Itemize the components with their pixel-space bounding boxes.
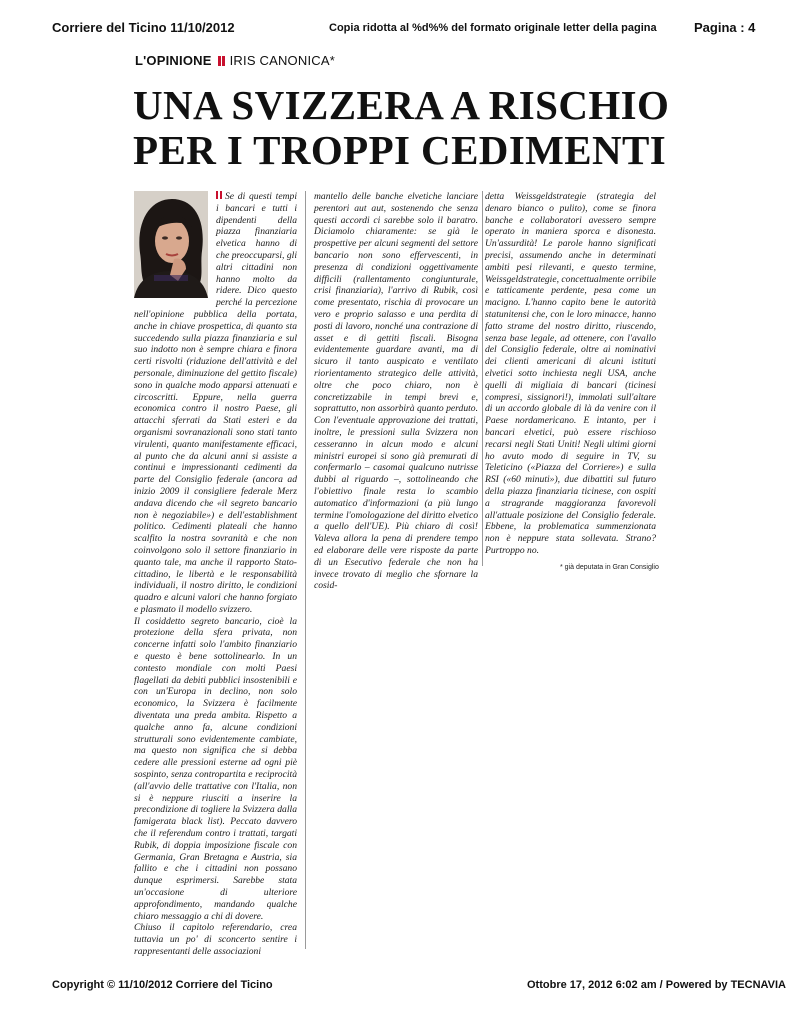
paragraph-2: Il cosiddetto segreto bancario, cioè la protezione della sfera privata, non concerne infatti solo l'ambito finanziario e questo è bene sottolinearlo. In un contesto mondiale con molti Paesi flagellati da debiti pubblici insostenibili e con un'Europa in declino, non solo economico, la Svizzera è facilmente diventata una preda ambita. Rispetto a qualche anno fa, alcune condizioni strutturali sono evidentemente cambiate, ma questo non significa che si debba cedere alle pressioni esterne ad ogni piè sospinto, senza contropartita e reciprocità (all'avvio delle trattative con l'Italia, non si è neppure riusciti a inserire la precondizione di togliere la Svizzera dalla famigerata black list). Peccato davvero che il referendum contro i trattati, targati Rubik, di doppia imposizione fiscale con Germania, Gran Bretagna e Austria, sia fallito e che i cittadini non possano dunque esprimersi. Sarebbe stata un'occasione di ulteriore approfondimento, mandando qualche chiaro messaggio a chi di dovere. — [134, 615, 297, 922]
print-timestamp: Ottobre 17, 2012 6:02 am / Powered by TECNAVIA — [527, 979, 786, 991]
photo-wrap-spacer — [134, 191, 216, 300]
red-bars-icon — [218, 56, 225, 66]
headline-line-1: UNA SVIZZERA A RISCHIO — [133, 82, 670, 128]
article-column-2 — [314, 191, 478, 592]
article-kicker — [135, 53, 335, 68]
article-column-1 — [134, 191, 297, 958]
paragraph-4: mantello delle banche elvetiche lanciare perentori aut aut, sostenendo che senza questi accordi ci sarebbe solo il baratro. Diciamolo chiaramente: se già le prospettive per alcuni segmenti del settore bancario non sono effervescenti, in presenza di condizioni oggettivamente difficili (rallentamento congiunturale, crisi finanziaria), l'arrivo di Rubik, così come presentato, rischia di provocare un vero e proprio salasso e una perdita di posti di lavoro, nonché una contrazione di asset e di gettiti fiscali. Bisogna evidentemente guardare avanti, ma di sicuro il tanto auspicato e ventilato riorientamento strategico delle attività, oltre che poco chiaro, non è concretizzabile in tempi brevi e, soprattutto, non assorbirà quanto perduto. Con l'eventuale approvazione dei trattati, inoltre, le pressioni sulla Svizzera non cesseranno in alcun modo e alcuni ministri europei si sono già premurati di confermarlo – casomai qualcuno nutrisse dubbi al riguardo –, sottolineando che l'obiettivo finale resta lo scambio automatico d'informazioni (a più lungo termine l'omologazione del diritto elvetico a quello dell'UE). Più chiaro di così! Valeva allora la pena di prendere tempo ed elaborare delle vere risposte da parte di un Esecutivo federale che non ha invece trovato di meglio che sfornare la cosid- — [314, 191, 478, 592]
copyright-text: Copyright © 11/10/2012 Corriere del Ticino — [52, 979, 273, 991]
article-headline — [133, 83, 693, 173]
headline-line-2: PER I TROPPI CEDIMENTI — [133, 127, 667, 173]
paragraph-3: Chiuso il capitolo referendario, crea tuttavia un po' di sconcerto sentire i rappresentanti delle associazioni — [134, 922, 297, 957]
paragraph-1-text: Se di questi tempi i bancari e tutti i dipendenti della piazza finanziaria elvetica hanno di che preoccuparsi, gli altri cittadini non hanno molto da ridere. Dico questo perché la percezione nell'opinione pubblica della portata, anche in chiave prospettica, di quanto sta succedendo sulla piazza finanziaria e sul suo indotto non è sempre chiara e finora certi risvolti (riduzione dell'attività e del personale, diminuzione del gettito fiscale) sono in qualche modo apparsi attenuati e circoscritti. Eppure, nella guerra economica contro il nostro Paese, gli attacchi sferrati da Stati esteri e da organismi sovranazionali sono stati tanto virulenti, quanto manifestamente efficaci, al punto che da alcuni anni si assiste a continui e impressionanti cedimenti da parte del Consiglio federale (ancora ad inizio 2009 il consigliere federale Merz andava dicendo che «il segreto bancario non è negoziabile») e dell'establishment politico. Cedimenti plateali che hanno scalfito la nostra sovranità e che non coinvolgono solo il settore finanziario in quanto tale, ma anche il rapporto Stato-cittadino, le libertà e le responsabilità individuali, il nostro diritto, le condizioni quadro e alcuni valori che hanno forgiato e plasmato il modello svizzero. — [134, 191, 297, 615]
copy-notice: Copia ridotta al %d%% del formato originale letter della pagina — [329, 22, 657, 34]
section-label: L'OPINIONE — [135, 53, 212, 68]
column-divider-2 — [482, 191, 483, 566]
author-name: IRIS CANONICA* — [229, 53, 335, 68]
column-divider-1 — [305, 191, 306, 949]
paragraph-5: detta Weissgeldstrategie (strategia del denaro bianco o pulito), come se finora banche e collaboratori avessero sempre operato in maniera sporca e disonesta. Un'assurdità! Le parole hanno significati precisi, assumendo anche in determinati ambiti pesi rilevanti, e questo termine, Weissgeldstrategie, concettualmente orribile e tatticamente perdente, pesa come un macigno. L'hanno capito bene le autorità statunitensi che, con le loro minacce, hanno fatto strame del nostro diritto, riuscendo, senza base legale, ad ottenere, con l'avallo del Consiglio federale, oltre ai nominativi dei clienti americani di alcuni istituti elvetici sotto inchiesta negli USA, anche quelli di migliaia di bancari (ticinesi compresi, sissignori!), immolati sull'altare di un accordo globale di là da venire con il Paese nordamericano. E intanto, per i bancari elvetici, può essere rischioso recarsi negli Stati Uniti! Negli ultimi giorni ho avuto modo di seguire in TV, su Teleticino («Piazza del Corriere») e sulla RSI («60 minuti»), due dibattiti sul futuro della piazza finanziaria ticinese, con ospiti a stragrande maggioranza favorevoli all'attuale posizione del Consiglio federale. Ebbene, la problematica summenzionata non è neppure stata sollevata. Strano? Purtroppo no. — [485, 191, 656, 556]
page-header — [0, 20, 791, 38]
author-footnote: * già deputata in Gran Consiglio — [560, 564, 659, 571]
page-number: Pagina : 4 — [694, 20, 756, 35]
red-bars-icon — [216, 191, 222, 199]
page-footer — [0, 979, 791, 995]
article-column-3 — [485, 191, 656, 557]
newspaper-date: Corriere del Ticino 11/10/2012 — [52, 20, 235, 35]
